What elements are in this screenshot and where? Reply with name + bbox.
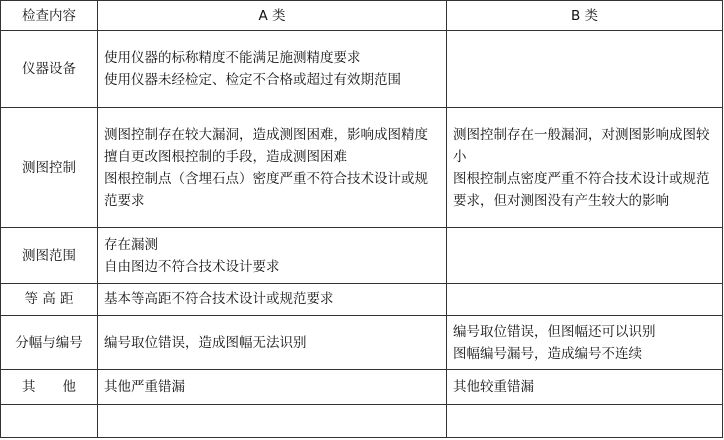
- class-b-cell: [447, 315, 723, 370]
- class-b-cell: [447, 284, 723, 316]
- class-a-item: 使用仪器未经检定、检定不合格或超过有效期范围: [104, 71, 401, 88]
- class-b-cell: [447, 107, 723, 227]
- row-sheet-numbering: [1, 315, 723, 370]
- category-cell: 其 他: [1, 370, 98, 405]
- header-row: [1, 1, 723, 31]
- class-a-cell: [98, 370, 447, 405]
- class-a-item: 测图控制存在较大漏洞，造成测图困难，影响成图精度: [104, 126, 428, 143]
- class-b-item: 编号取位错误，但图幅还可以识别: [453, 323, 656, 340]
- row-survey-range: [1, 228, 723, 284]
- row-survey-control: [1, 107, 723, 227]
- header-inspection-content: 检查内容: [1, 1, 98, 31]
- category-cell: 测图控制: [1, 107, 98, 227]
- class-a-cell: [98, 31, 447, 108]
- category-cell: 仪器设备: [1, 31, 98, 108]
- class-a-item: 图根控制点（含埋石点）密度严重不符合技术设计或规范要求: [104, 170, 428, 209]
- class-b-item: 图幅编号漏号，造成编号不连续: [453, 345, 642, 362]
- category-cell: 测图范围: [1, 228, 98, 284]
- row-other: [1, 370, 723, 405]
- class-a-item: 其他严重错漏: [104, 379, 185, 396]
- class-a-item: 编号取位错误，造成图幅无法识别: [104, 334, 307, 351]
- class-b-cell: [447, 370, 723, 405]
- class-a-cell: [98, 315, 447, 370]
- class-a-cell: [98, 405, 447, 438]
- row-empty: [1, 405, 723, 438]
- class-a-item: 基本等高距不符合技术设计或规范要求: [104, 291, 334, 308]
- class-b-cell: [447, 31, 723, 108]
- class-a-cell: [98, 107, 447, 227]
- row-instrument-equipment: [1, 31, 723, 108]
- category-cell: 分幅与编号: [1, 315, 98, 370]
- class-b-item: 图根控制点密度严重不符合技术设计或规范要求，但对测图没有产生较大的影响: [453, 170, 710, 209]
- class-a-cell: [98, 228, 447, 284]
- category-cell: 等 高 距: [1, 284, 98, 316]
- class-b-cell: [447, 405, 723, 438]
- class-b-item: 测图控制存在一般漏洞，对测图影响成图较小: [453, 126, 710, 165]
- class-a-item: 使用仪器的标称精度不能满足施测精度要求: [104, 49, 361, 66]
- class-a-cell: [98, 284, 447, 316]
- header-class-a: A 类: [98, 1, 447, 31]
- header-class-b: B 类: [447, 1, 723, 31]
- category-cell: [1, 405, 98, 438]
- row-contour-interval: [1, 284, 723, 316]
- class-b-cell: [447, 228, 723, 284]
- class-b-item: 其他较重错漏: [453, 379, 534, 396]
- class-a-item: 自由图边不符合技术设计要求: [104, 258, 280, 275]
- class-a-item: 擅自更改图根控制的手段，造成测图困难: [104, 148, 347, 165]
- class-a-item: 存在漏测: [104, 236, 158, 253]
